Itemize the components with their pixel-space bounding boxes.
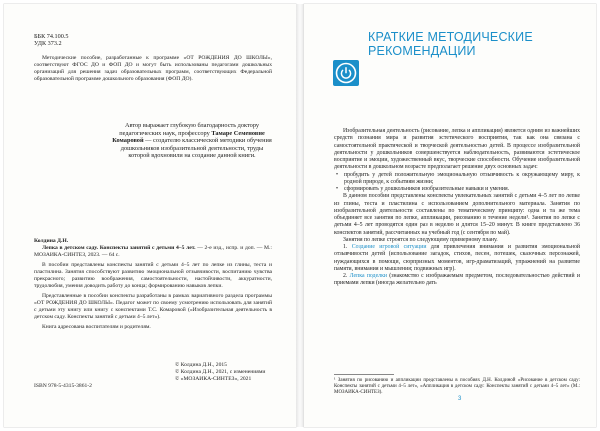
book-gutter — [296, 4, 304, 427]
plan-item-number: 2. — [343, 273, 350, 279]
acknowledgement-name: Тамаре Семеновне Комаровой — [112, 129, 265, 145]
plan-item-text: (знакомство с изображаемым предметом, последовательностью действий и приемами лепки (иногда желательно дать — [334, 273, 581, 287]
acknowledgement-start: Автор выражает глубокую благодарность доктору педагогических наук, профессору — [119, 122, 260, 137]
record-title-bold: Лепка в детском саду. Конспекты занятий с детьми 4–5 лет. — [42, 245, 196, 251]
record-author: Колдина Д.Н. — [34, 238, 69, 244]
copyright-block — [175, 362, 285, 382]
power-icon — [333, 60, 359, 86]
section-title-line-1: КРАТКИЕ МЕТОДИЧЕСКИЕ — [368, 30, 533, 44]
plan-item-number: 1. — [343, 244, 352, 250]
isbn: ISBN 978-5-4315-3861-2 — [34, 383, 92, 389]
paragraph: Изобразительная деятельность (рисование, лепка и аппликация) является одним из важнейших средств познания мира и развития эстетического восприятия, так как она связана с самостоятельной практической и творческой деятельностью детей. В процессе изобразительной деятельности у дошкольников совершенствуется наблюдательность, развиваются эстетическое восприятие и эмоции, художественный вкус, творческие способности. Обучение изобразительной деятельности в дошкольном возрасте предполагает решение двух основных задач: — [334, 128, 580, 171]
footnote: ¹ Занятия по рисованию и аппликации представлены в пособиях Д.Н. Колдиной «Рисование в детском саду: Конспекты занятий с детьми 4–5 лет», «Аппликация в детском саду: Конспекты занятий с детьми 4–5 лет» (М.: МОЗАИКА-СИНТЕЗ). — [334, 378, 580, 396]
copyright-line: © Колдина Д.Н., 2021, с изменениями — [175, 368, 266, 375]
acknowledgement-end: — создателю классической методики обучения дошкольников изобразительной деятельности, труды которой вдохновили на создание данной книги. — [120, 137, 272, 160]
paragraph: Занятия по лепке строятся по следующему примерному плану. — [343, 236, 498, 243]
record-title-rest: — 2-е изд., испр. и доп. — М.: МОЗАИКА-СИНТЕЗ, 2023. — 64 с. — [34, 245, 272, 258]
plan-item-text: для привлечения внимания и развития эмоциональной отзывчивости детей (использование загадок, стихов, песен, потешек, сказочных персонажей, нуждающихся в помощи, сюрпризных моментов, игр-драматизаций, упражнений на развитие памяти, внимания и мышления; подвижных игр). — [334, 244, 581, 272]
plan-item-highlight: Лепка поделки — [349, 273, 387, 279]
plan-item-1 — [334, 244, 580, 273]
body-text — [334, 128, 580, 288]
udk-code: УДК 373.2 — [34, 40, 62, 48]
bullet-item: • сформировать у дошкольников изобразительные навыки и умения. — [334, 186, 580, 193]
section-title-line-2: РЕКОМЕНДАЦИИ — [368, 44, 476, 58]
bullet-item: • пробудить у детей положительную эмоциональную отзывчивость к окружающему миру, к родной природе, к событиям жизни; — [334, 172, 580, 187]
plan-item-2 — [334, 273, 580, 288]
record-paragraph-2: Представленные в пособии конспекты разработаны в рамках вариативного раздела программы «ОТ РОЖДЕНИЯ ДО ШКОЛЫ». Педагог может по своему усмотрению использовать для занятий с детьми эту книгу или книгу с конспектами Т.С. Комаровой («Изобразительная деятельность в детском саду. Конспекты занятий с детьми 4–5 лет»). — [34, 293, 272, 320]
acknowledgement — [112, 122, 272, 160]
bbk-code: ББК 74.100.5 — [34, 33, 69, 40]
copyright-line: © «МОЗАИКА-СИНТЕЗ», 2021 — [175, 375, 252, 382]
bibliographic-record — [34, 238, 272, 334]
page-number: 3 — [458, 396, 462, 402]
paragraph: В данном пособии представлены конспекты увлекательных занятий с детьми 4–5 лет по лепке из глины, теста и пластилина с использованием дополнительного материала. Занятия по изобразительной деятельности составлены по тематическому принципу: одна и та же тема объединяет все занятия по лепке, аппликации, рисованию в течение недели¹. Занятия по лепке с детьми 4–5 лет проводятся один раз в неделю и длятся 15–20 минут. В книге представлено 36 конспектов занятий, рассчитанных на учебный год (с сентября по май). — [334, 193, 580, 236]
record-paragraph-3: Книга адресована воспитателям и родителям. — [42, 324, 151, 330]
plan-item-highlight: Создание игровой ситуации — [351, 244, 427, 250]
abstract: Методические пособие, разработанные к программе «ОТ РОЖДЕНИЯ ДО ШКОЛЫ», соответствуют ФГОС ДО и ФОП ДО и могут быть использованы педагогами дошкольных организаций для решения задач образовательных программ, соответствующих Федеральной образовательной программе дошкольного образования (ФОП ДО). — [34, 55, 272, 82]
section-title — [368, 30, 568, 58]
record-paragraph-1: В пособии представлены конспекты занятий с детьми 4–5 лет по лепке из глины, теста и пластилина. Занятия способствуют развитию эмоциональной отзывчивости, воспитанию чувства прекрасного; развитию воображения, самостоятельности, настойчивости, аккуратности, трудолюбия, умения доводить работу до конца; формированию навыков лепки. — [34, 262, 272, 289]
copyright-line: © Колдина Д.Н., 2015 — [175, 362, 227, 368]
record-title — [34, 245, 272, 259]
classification-codes — [34, 33, 68, 48]
footnote-divider — [334, 374, 394, 375]
